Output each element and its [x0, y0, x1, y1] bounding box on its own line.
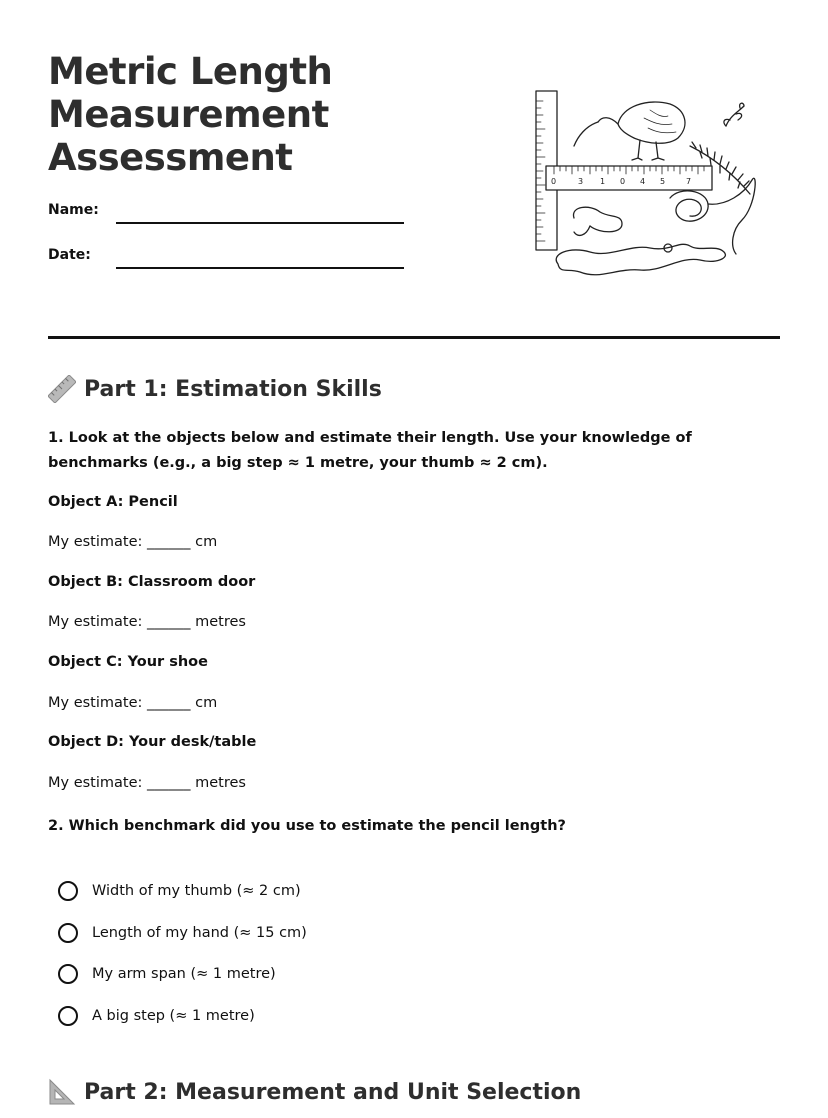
ruler-icon [48, 375, 76, 403]
radio-button[interactable] [58, 964, 78, 984]
radio-option[interactable] [58, 923, 307, 943]
kiwi-bird [574, 102, 685, 160]
ruler-number: 4 [640, 177, 646, 186]
object-b-estimate[interactable]: My estimate: ______ metres [48, 614, 246, 630]
radio-option-label: Width of my thumb (≈ 2 cm) [92, 883, 301, 899]
measurement-illustration [530, 86, 762, 286]
measuring-tape [573, 207, 622, 232]
part1-heading [48, 375, 382, 403]
title-line-3: Assessment [48, 136, 293, 179]
part1-heading-text: Part 1: Estimation Skills [84, 376, 382, 402]
page-title [48, 50, 332, 179]
ruler-number: 0 [551, 177, 557, 186]
ruler-number: 5 [660, 177, 666, 186]
object-a-label: Object A: Pencil [48, 494, 178, 510]
wavy-string [556, 244, 725, 274]
object-c-label: Object C: Your shoe [48, 654, 208, 670]
object-c-estimate[interactable]: My estimate: ______ cm [48, 695, 218, 711]
section-divider [48, 336, 780, 339]
object-d-estimate[interactable]: My estimate: ______ metres [48, 775, 246, 791]
radio-option[interactable] [58, 964, 276, 984]
radio-button[interactable] [58, 923, 78, 943]
radio-button[interactable] [58, 881, 78, 901]
title-line-1: Metric Length [48, 50, 333, 93]
question-2: 2. Which benchmark did you use to estimate the pencil length? [48, 818, 566, 834]
radio-button[interactable] [58, 1006, 78, 1026]
name-field[interactable] [116, 222, 404, 224]
date-field[interactable] [116, 267, 404, 269]
date-label: Date: [48, 247, 91, 263]
object-b-label: Object B: Classroom door [48, 574, 256, 590]
radio-option-label: My arm span (≈ 1 metre) [92, 966, 276, 982]
ruler-number: 3 [578, 177, 584, 186]
radio-option[interactable] [58, 881, 301, 901]
object-a-estimate[interactable]: My estimate: ______ cm [48, 534, 218, 550]
object-d-label: Object D: Your desk/table [48, 734, 257, 750]
ruler-number: 0 [620, 177, 626, 186]
title-line-2: Measurement [48, 93, 329, 136]
radio-option-label: A big step (≈ 1 metre) [92, 1008, 255, 1024]
ruler-number: 7 [686, 177, 692, 186]
part2-heading-text: Part 2: Measurement and Unit Selection [84, 1079, 582, 1105]
radio-option[interactable] [58, 1006, 255, 1026]
part2-heading [48, 1078, 581, 1106]
ruler-number: 1 [600, 177, 606, 186]
set-square-icon [48, 1078, 76, 1106]
radio-option-label: Length of my hand (≈ 15 cm) [92, 925, 307, 941]
question-1: 1. Look at the objects below and estimate their length. Use your knowledge of benchmarks (e.g., a big step ≈ 1 metre, your thumb ≈ 2 cm). [48, 430, 692, 471]
name-label: Name: [48, 202, 99, 218]
